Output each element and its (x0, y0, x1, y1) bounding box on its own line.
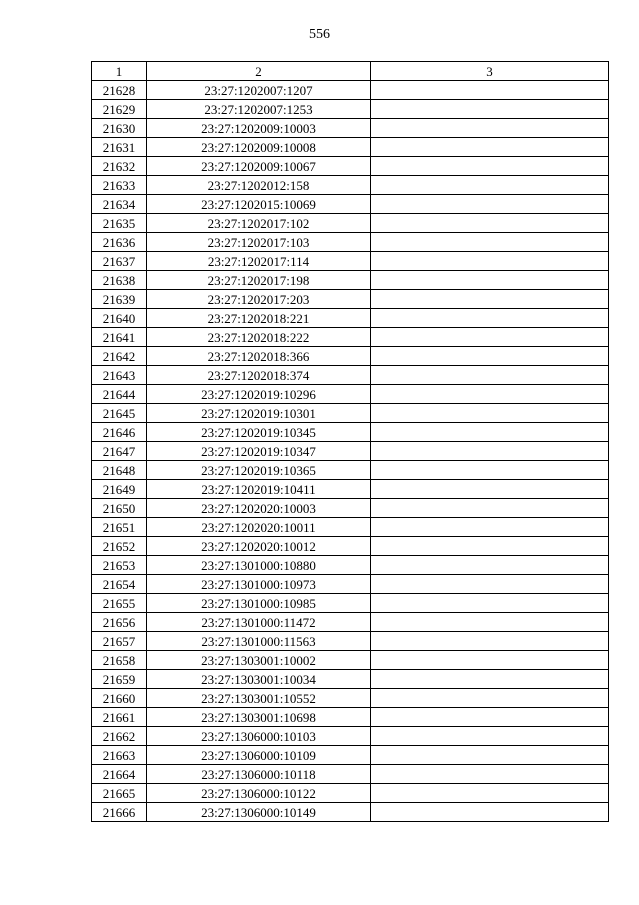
notes-cell (371, 803, 609, 822)
notes-cell (371, 328, 609, 347)
row-number-cell: 21644 (92, 385, 147, 404)
notes-cell (371, 499, 609, 518)
notes-cell (371, 176, 609, 195)
row-number-cell: 21656 (92, 613, 147, 632)
notes-cell (371, 423, 609, 442)
table-row (92, 271, 609, 290)
row-number-cell: 21658 (92, 651, 147, 670)
table-header-row (92, 62, 609, 81)
column-header-3: 3 (371, 62, 609, 81)
row-number-cell: 21655 (92, 594, 147, 613)
table-row (92, 347, 609, 366)
table-row (92, 233, 609, 252)
table-row (92, 385, 609, 404)
table-row (92, 81, 609, 100)
cadastral-number-cell: 23:27:1202009:10008 (147, 138, 371, 157)
cadastral-number-cell: 23:27:1202015:10069 (147, 195, 371, 214)
notes-cell (371, 651, 609, 670)
notes-cell (371, 746, 609, 765)
notes-cell (371, 309, 609, 328)
cadastral-number-cell: 23:27:1202017:114 (147, 252, 371, 271)
notes-cell (371, 442, 609, 461)
cadastral-number-cell: 23:27:1202009:10067 (147, 157, 371, 176)
cadastral-number-cell: 23:27:1306000:10122 (147, 784, 371, 803)
notes-cell (371, 727, 609, 746)
cadastral-number-cell: 23:27:1303001:10002 (147, 651, 371, 670)
row-number-cell: 21634 (92, 195, 147, 214)
row-number-cell: 21643 (92, 366, 147, 385)
cadastral-number-cell: 23:27:1301000:10985 (147, 594, 371, 613)
table-row (92, 423, 609, 442)
notes-cell (371, 670, 609, 689)
notes-cell (371, 252, 609, 271)
cadastral-number-cell: 23:27:1202012:158 (147, 176, 371, 195)
notes-cell (371, 214, 609, 233)
notes-cell (371, 195, 609, 214)
notes-cell (371, 81, 609, 100)
row-number-cell: 21630 (92, 119, 147, 138)
notes-cell (371, 138, 609, 157)
notes-cell (371, 765, 609, 784)
notes-cell (371, 575, 609, 594)
cadastral-number-cell: 23:27:1202019:10345 (147, 423, 371, 442)
row-number-cell: 21628 (92, 81, 147, 100)
notes-cell (371, 537, 609, 556)
row-number-cell: 21633 (92, 176, 147, 195)
cadastral-number-cell: 23:27:1202017:103 (147, 233, 371, 252)
table-row (92, 632, 609, 651)
table-row (92, 499, 609, 518)
row-number-cell: 21631 (92, 138, 147, 157)
row-number-cell: 21663 (92, 746, 147, 765)
table-row (92, 195, 609, 214)
row-number-cell: 21653 (92, 556, 147, 575)
table-row (92, 746, 609, 765)
table-row (92, 404, 609, 423)
row-number-cell: 21635 (92, 214, 147, 233)
cadastral-number-cell: 23:27:1202017:203 (147, 290, 371, 309)
notes-cell (371, 556, 609, 575)
notes-cell (371, 157, 609, 176)
cadastral-number-cell: 23:27:1202019:10301 (147, 404, 371, 423)
cadastral-number-cell: 23:27:1306000:10103 (147, 727, 371, 746)
row-number-cell: 21666 (92, 803, 147, 822)
cadastral-number-cell: 23:27:1202017:102 (147, 214, 371, 233)
cadastral-number-cell: 23:27:1202019:10411 (147, 480, 371, 499)
table-row (92, 613, 609, 632)
row-number-cell: 21640 (92, 309, 147, 328)
cadastral-number-cell: 23:27:1202020:10011 (147, 518, 371, 537)
notes-cell (371, 233, 609, 252)
row-number-cell: 21629 (92, 100, 147, 119)
table-row (92, 328, 609, 347)
table-row (92, 252, 609, 271)
cadastral-number-cell: 23:27:1202018:222 (147, 328, 371, 347)
notes-cell (371, 271, 609, 290)
row-number-cell: 21641 (92, 328, 147, 347)
cadastral-number-cell: 23:27:1301000:10973 (147, 575, 371, 594)
row-number-cell: 21639 (92, 290, 147, 309)
table-row (92, 689, 609, 708)
cadastral-number-cell: 23:27:1202017:198 (147, 271, 371, 290)
cadastral-number-cell: 23:27:1303001:10552 (147, 689, 371, 708)
cadastral-number-cell: 23:27:1202019:10365 (147, 461, 371, 480)
notes-cell (371, 100, 609, 119)
row-number-cell: 21636 (92, 233, 147, 252)
table-row (92, 803, 609, 822)
table-row (92, 651, 609, 670)
notes-cell (371, 632, 609, 651)
row-number-cell: 21646 (92, 423, 147, 442)
table-row (92, 366, 609, 385)
table-row (92, 176, 609, 195)
cadastral-number-cell: 23:27:1202020:10003 (147, 499, 371, 518)
cadastral-number-cell: 23:27:1303001:10034 (147, 670, 371, 689)
table-row (92, 214, 609, 233)
notes-cell (371, 366, 609, 385)
notes-cell (371, 708, 609, 727)
table-row (92, 594, 609, 613)
page-number: 556 (309, 27, 330, 42)
table-body (92, 81, 609, 822)
notes-cell (371, 518, 609, 537)
cadastral-number-cell: 23:27:1306000:10118 (147, 765, 371, 784)
table-row (92, 480, 609, 499)
row-number-cell: 21645 (92, 404, 147, 423)
row-number-cell: 21657 (92, 632, 147, 651)
cadastral-number-cell: 23:27:1202009:10003 (147, 119, 371, 138)
table-row (92, 518, 609, 537)
table-row (92, 461, 609, 480)
row-number-cell: 21660 (92, 689, 147, 708)
cadastral-number-cell: 23:27:1301000:11563 (147, 632, 371, 651)
cadastral-number-cell: 23:27:1301000:10880 (147, 556, 371, 575)
table-row (92, 670, 609, 689)
row-number-cell: 21650 (92, 499, 147, 518)
cadastral-number-cell: 23:27:1202007:1253 (147, 100, 371, 119)
row-number-cell: 21654 (92, 575, 147, 594)
row-number-cell: 21648 (92, 461, 147, 480)
table-row (92, 556, 609, 575)
row-number-cell: 21647 (92, 442, 147, 461)
notes-cell (371, 119, 609, 138)
table-row (92, 784, 609, 803)
notes-cell (371, 784, 609, 803)
notes-cell (371, 347, 609, 366)
row-number-cell: 21651 (92, 518, 147, 537)
cadastral-number-table (91, 61, 609, 822)
row-number-cell: 21637 (92, 252, 147, 271)
table-row (92, 765, 609, 784)
row-number-cell: 21649 (92, 480, 147, 499)
notes-cell (371, 480, 609, 499)
cadastral-number-cell: 23:27:1306000:10149 (147, 803, 371, 822)
cadastral-number-cell: 23:27:1202007:1207 (147, 81, 371, 100)
cadastral-number-cell: 23:27:1202018:221 (147, 309, 371, 328)
row-number-cell: 21661 (92, 708, 147, 727)
column-header-1: 1 (92, 62, 147, 81)
cadastral-number-cell: 23:27:1202018:374 (147, 366, 371, 385)
table-row (92, 290, 609, 309)
notes-cell (371, 290, 609, 309)
notes-cell (371, 689, 609, 708)
cadastral-number-cell: 23:27:1301000:11472 (147, 613, 371, 632)
table-row (92, 727, 609, 746)
column-header-2: 2 (147, 62, 371, 81)
cadastral-number-cell: 23:27:1303001:10698 (147, 708, 371, 727)
table-row (92, 157, 609, 176)
table-row (92, 138, 609, 157)
table-row (92, 442, 609, 461)
table-row (92, 309, 609, 328)
table-row (92, 537, 609, 556)
row-number-cell: 21659 (92, 670, 147, 689)
notes-cell (371, 461, 609, 480)
cadastral-number-cell: 23:27:1202020:10012 (147, 537, 371, 556)
row-number-cell: 21665 (92, 784, 147, 803)
cadastral-number-cell: 23:27:1202019:10296 (147, 385, 371, 404)
table-row (92, 100, 609, 119)
cadastral-number-cell: 23:27:1306000:10109 (147, 746, 371, 765)
row-number-cell: 21664 (92, 765, 147, 784)
row-number-cell: 21632 (92, 157, 147, 176)
row-number-cell: 21652 (92, 537, 147, 556)
table-row (92, 119, 609, 138)
row-number-cell: 21638 (92, 271, 147, 290)
notes-cell (371, 613, 609, 632)
table-row (92, 575, 609, 594)
table-row (92, 708, 609, 727)
row-number-cell: 21642 (92, 347, 147, 366)
row-number-cell: 21662 (92, 727, 147, 746)
cadastral-number-cell: 23:27:1202019:10347 (147, 442, 371, 461)
notes-cell (371, 404, 609, 423)
notes-cell (371, 594, 609, 613)
notes-cell (371, 385, 609, 404)
cadastral-number-cell: 23:27:1202018:366 (147, 347, 371, 366)
